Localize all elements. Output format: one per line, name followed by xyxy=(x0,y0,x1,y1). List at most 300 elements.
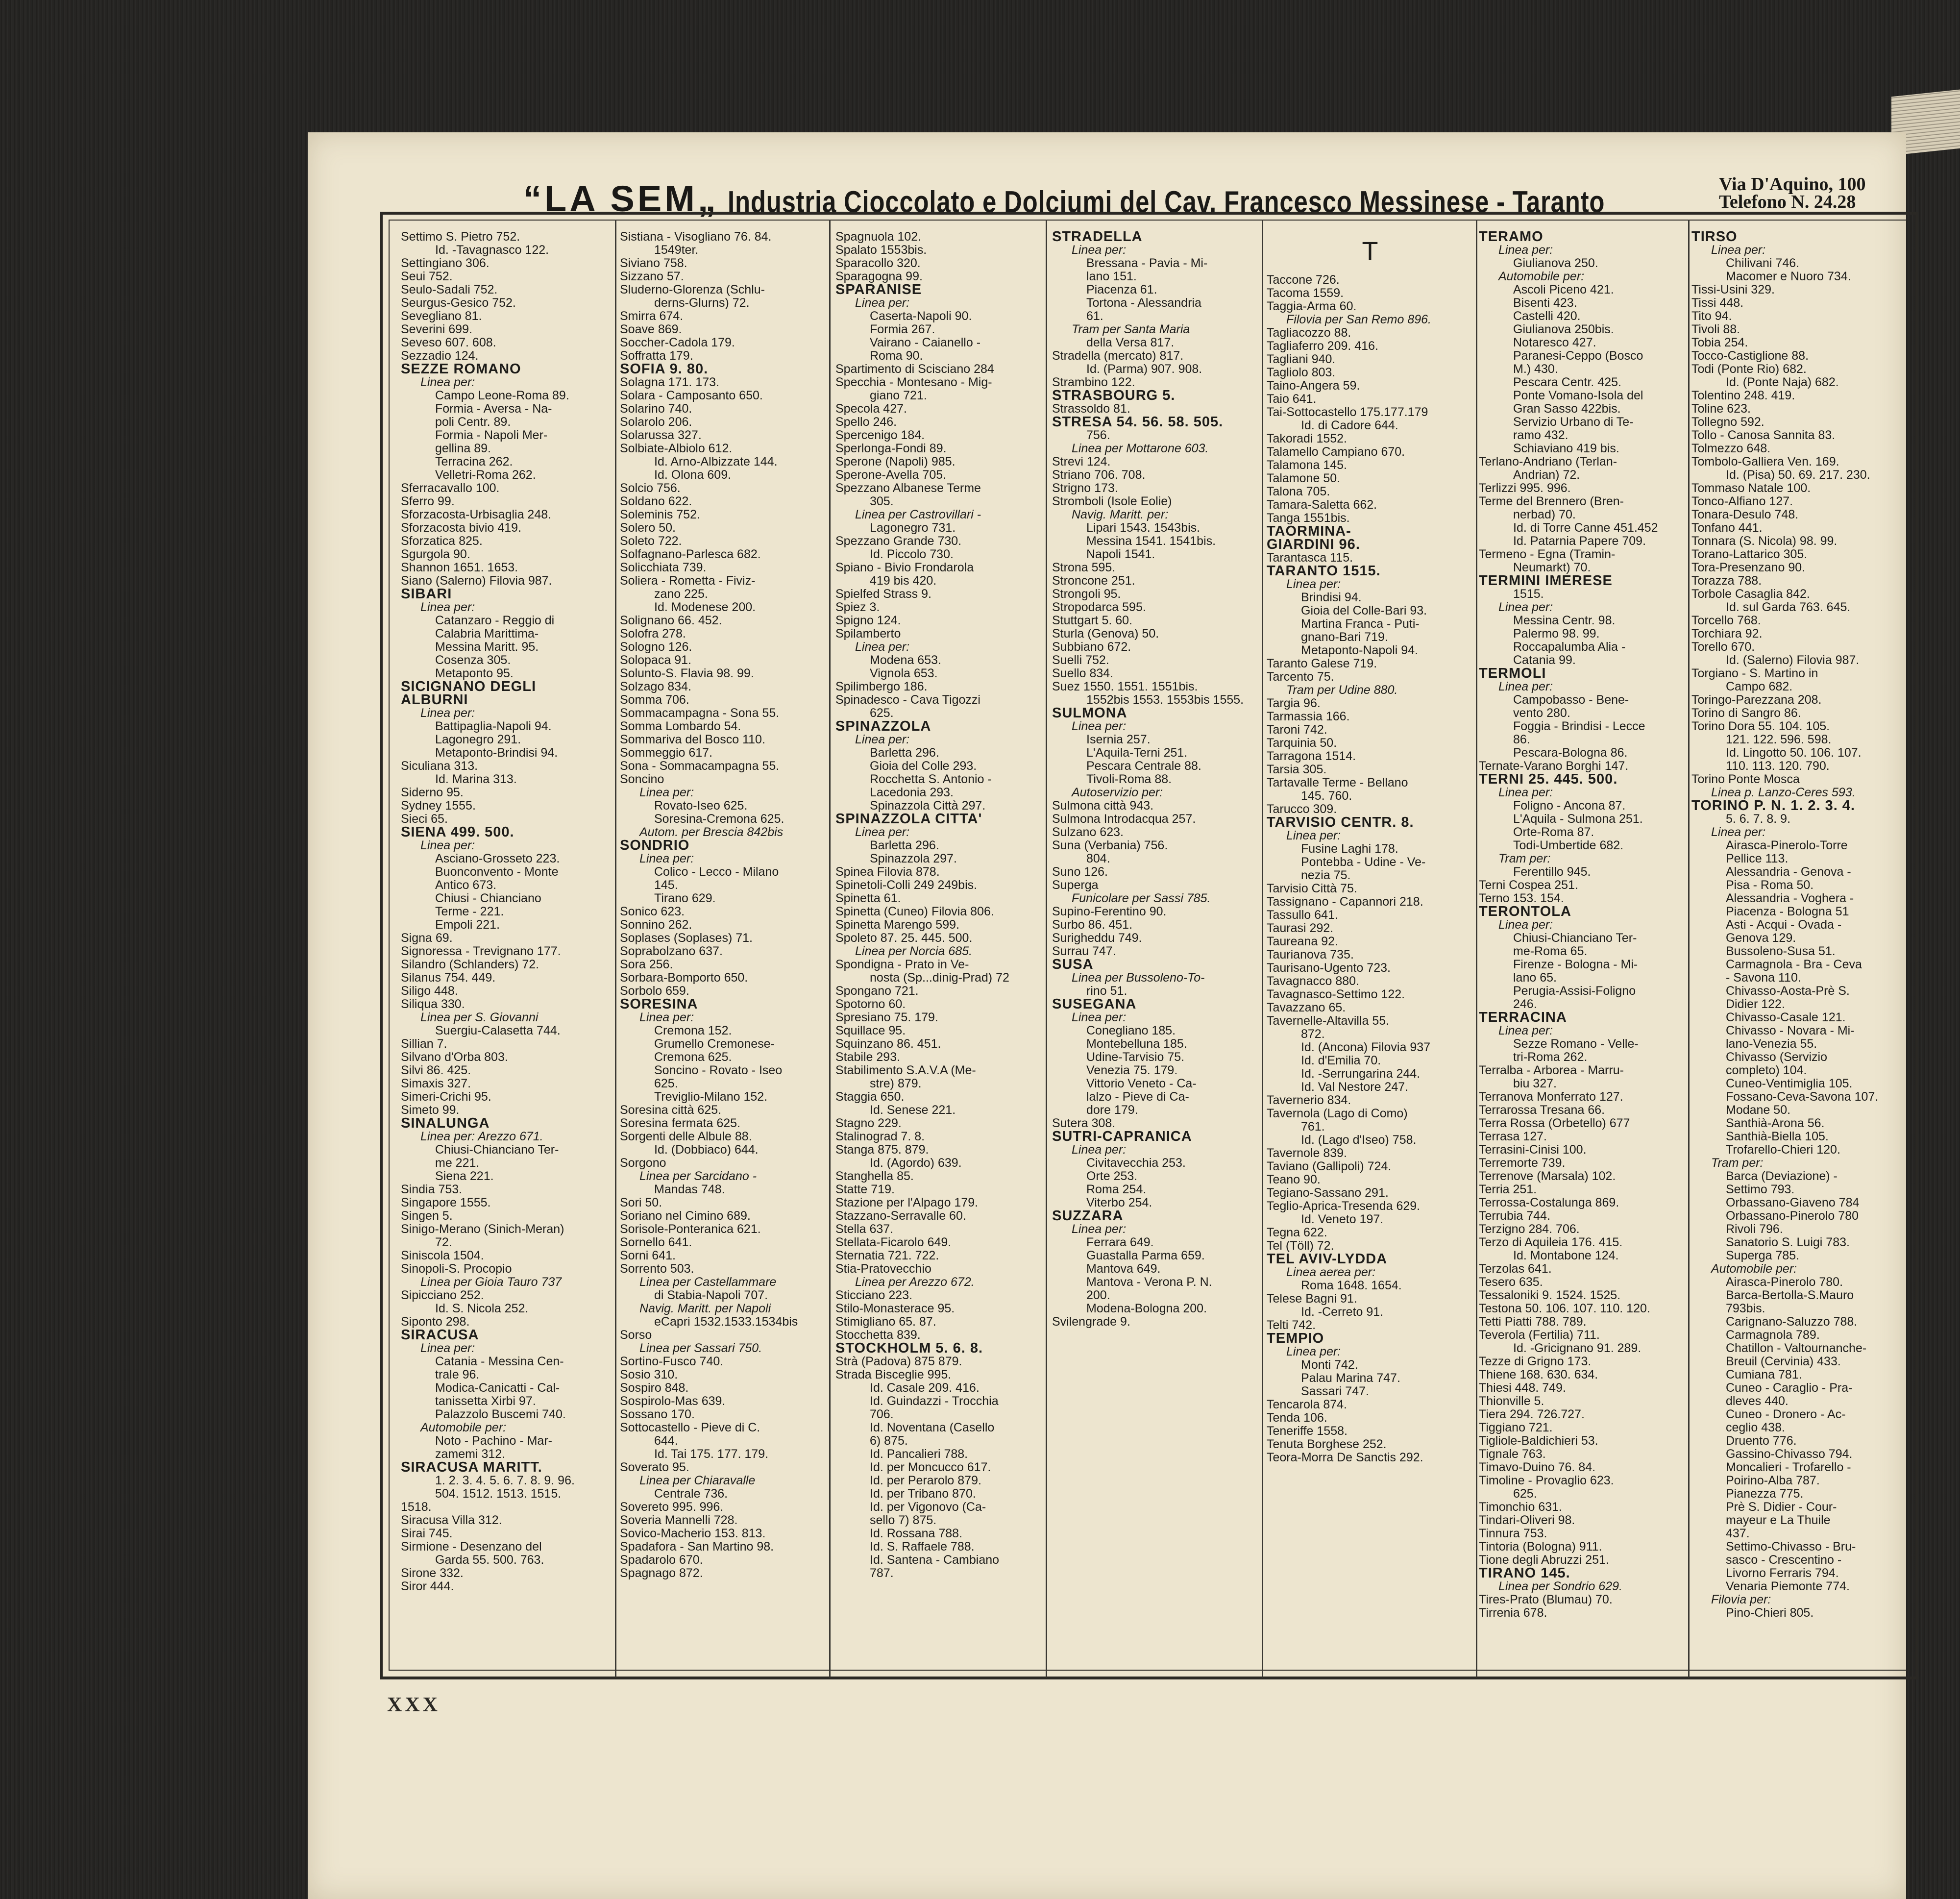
index-entry: Strambino 122. xyxy=(1052,375,1135,389)
index-entry: Sossano 170. xyxy=(620,1407,695,1421)
index-heading: SUZZARA xyxy=(1052,1208,1124,1224)
index-entry: Silvi 86. 425. xyxy=(401,1063,471,1077)
index-heading: SPINAZZOLA xyxy=(835,718,931,734)
index-entry: Id. Senese 221. xyxy=(870,1103,956,1117)
index-entry: Solarussa 327. xyxy=(620,428,702,442)
index-entry: Terranova Monferrato 127. xyxy=(1479,1090,1623,1104)
index-entry: Terlano-Andriano (Terlan- xyxy=(1479,455,1617,469)
index-entry: Solofra 278. xyxy=(620,627,686,641)
index-entry: Siracusa Villa 312. xyxy=(401,1513,502,1527)
index-entry: Tissi-Usini 329. xyxy=(1691,283,1775,296)
index-entry: Ternate-Varano Borghi 147. xyxy=(1479,759,1629,773)
index-entry: Torino di Sangro 86. xyxy=(1691,706,1801,720)
index-entry: Orbassano-Pinerolo 780 xyxy=(1726,1209,1859,1223)
index-entry: Id. per Vigonovo (Ca- xyxy=(870,1500,986,1514)
index-entry: Tenda 106. xyxy=(1267,1411,1327,1425)
index-entry: Id. Val Nestore 247. xyxy=(1301,1080,1409,1094)
index-entry: Id. Marina 313. xyxy=(435,772,517,786)
index-entry: Ascoli Piceno 421. xyxy=(1513,283,1614,296)
index-entry: Messina Maritt. 95. xyxy=(435,640,539,654)
index-entry: Navig. Maritt. per Napoli xyxy=(639,1302,771,1315)
index-entry: Linea per: xyxy=(420,839,475,852)
index-entry: Linea per: xyxy=(855,296,910,310)
index-heading: SIRACUSA MARITT. xyxy=(401,1459,542,1475)
index-entry: Spiano - Bivio Frondarola xyxy=(835,561,974,574)
index-entry: Strassoldo 81. xyxy=(1052,402,1130,416)
index-entry: Asti - Acqui - Ovada - xyxy=(1726,918,1842,932)
index-entry: Solignano 66. 452. xyxy=(620,614,722,627)
index-entry: Tezze di Grigno 173. xyxy=(1479,1355,1592,1368)
index-entry: Telese Bagni 91. xyxy=(1267,1292,1357,1306)
index-entry: Roma 90. xyxy=(870,349,923,363)
index-entry: Guastalla Parma 659. xyxy=(1086,1249,1205,1262)
index-entry: Pontebba - Udine - Ve- xyxy=(1301,855,1426,869)
index-heading: TERRACINA xyxy=(1479,1010,1567,1025)
index-entry: Pescara Centr. 425. xyxy=(1513,375,1621,389)
index-entry: Id. Lingotto 50. 106. 107. xyxy=(1726,746,1862,760)
page-number: XXX xyxy=(387,1694,441,1716)
index-entry: Soveria Mannelli 728. xyxy=(620,1513,738,1527)
index-entry: Subbiano 672. xyxy=(1052,640,1131,654)
index-entry: Stanga 875. 879. xyxy=(835,1143,929,1157)
index-entry: Targia 96. xyxy=(1267,696,1321,710)
index-entry: Linea per: xyxy=(1286,1345,1341,1358)
index-entry: Tollo - Canosa Sannita 83. xyxy=(1691,428,1836,442)
index-entry: Pianezza 775. xyxy=(1726,1487,1804,1501)
index-entry: Somma Lombardo 54. xyxy=(620,719,741,733)
index-entry: Linea per: Arezzo 671. xyxy=(420,1130,543,1143)
index-entry: Id. -Cerreto 91. xyxy=(1301,1305,1384,1319)
index-entry: Taurisano-Ugento 723. xyxy=(1267,961,1391,975)
index-entry: Filovia per: xyxy=(1711,1593,1771,1606)
index-entry: Terrenove (Marsala) 102. xyxy=(1479,1169,1616,1183)
index-entry: 756. xyxy=(1086,428,1110,442)
index-entry: Navig. Maritt. per: xyxy=(1072,508,1169,521)
index-entry: Pellice 113. xyxy=(1726,852,1788,865)
index-entry: Metaponto-Brindisi 94. xyxy=(435,746,558,760)
index-entry: Terrossa-Costalunga 869. xyxy=(1479,1196,1619,1209)
index-entry: Stagno 229. xyxy=(835,1116,902,1130)
index-entry: Soleto 722. xyxy=(620,534,682,548)
index-entry: 437. xyxy=(1726,1527,1750,1540)
index-entry: Sospiro 848. xyxy=(620,1381,689,1395)
index-entry: Caserta-Napoli 90. xyxy=(870,309,972,323)
index-entry: Linea per Bussoleno-To- xyxy=(1072,971,1205,985)
index-entry: Linea per: xyxy=(1711,825,1766,839)
index-entry: Sorni 641. xyxy=(620,1249,676,1262)
index-entry: Sornello 641. xyxy=(620,1235,692,1249)
index-entry: Automobile per: xyxy=(1498,270,1585,283)
index-entry: Funicolare per Sassi 785. xyxy=(1072,891,1211,905)
index-entry: Carmagnola 789. xyxy=(1726,1328,1820,1342)
index-entry: Tarragona 1514. xyxy=(1267,749,1356,763)
index-entry: 1552bis 1553. 1553bis 1555. xyxy=(1086,693,1244,707)
index-entry: Tavernerio 834. xyxy=(1267,1093,1351,1107)
index-entry: Id. Patarnia Papere 709. xyxy=(1513,534,1646,548)
index-entry: Tarvisio Città 75. xyxy=(1267,882,1357,895)
index-entry: Linea per Gioia Tauro 737 xyxy=(420,1275,562,1289)
index-entry: Carignano-Saluzzo 788. xyxy=(1726,1315,1858,1329)
index-entry: Todi-Umbertide 682. xyxy=(1513,839,1624,852)
index-entry: Id. Santena - Cambiano xyxy=(870,1553,1000,1567)
index-entry: Stellata-Ficarolo 649. xyxy=(835,1235,952,1249)
index-entry: Severini 699. xyxy=(401,322,472,336)
index-entry: Linea per Castrovillari - xyxy=(855,508,981,521)
index-entry: Palazzolo Buscemi 740. xyxy=(435,1407,566,1421)
index-entry: Campo 682. xyxy=(1726,680,1793,693)
index-entry: gellina 89. xyxy=(435,442,491,455)
index-entry: Linea per Arezzo 672. xyxy=(855,1275,975,1289)
index-entry: Id. Piccolo 730. xyxy=(870,547,954,561)
index-entry: Palermo 98. 99. xyxy=(1513,627,1600,641)
index-entry: di Stabia-Napoli 707. xyxy=(654,1288,768,1302)
index-entry: Catanzaro - Reggio di xyxy=(435,614,555,627)
index-entry: Spadarolo 670. xyxy=(620,1553,703,1567)
index-entry: Cremona 152. xyxy=(654,1024,732,1037)
index-entry: Ferentillo 945. xyxy=(1513,865,1591,879)
index-entry: Tegna 622. xyxy=(1267,1226,1327,1239)
index-entry: Spongano 721. xyxy=(835,984,919,998)
index-entry: Barletta 296. xyxy=(870,839,939,852)
index-entry: Tolmezzo 648. xyxy=(1691,442,1771,455)
index-entry: Cuneo - Dronero - Ac- xyxy=(1726,1407,1846,1421)
index-entry: 1515. xyxy=(1513,587,1544,601)
index-entry: dore 179. xyxy=(1086,1103,1138,1117)
index-entry: Id. -Gricignano 91. 289. xyxy=(1513,1341,1642,1355)
index-column-4 xyxy=(1052,230,1259,1664)
index-entry: Linea per: xyxy=(855,640,910,654)
index-entry: eCapri 1532.1533.1534bis xyxy=(654,1315,798,1329)
index-entry: Gran Sasso 422bis. xyxy=(1513,402,1621,416)
index-entry: Autom. per Brescia 842bis xyxy=(639,825,784,839)
index-heading: SIBARI xyxy=(401,586,452,602)
index-entry: Sturla (Genova) 50. xyxy=(1052,627,1159,641)
index-entry: Id. per Moncucco 617. xyxy=(870,1460,991,1474)
index-entry: Tarsia 305. xyxy=(1267,763,1327,776)
index-entry: Linea per: xyxy=(855,733,910,746)
index-entry: Id. Veneto 197. xyxy=(1301,1212,1384,1226)
index-entry: Martina Franca - Puti- xyxy=(1301,617,1420,631)
index-entry: Talamello Campiano 670. xyxy=(1267,445,1405,459)
index-entry: Linea per Sarcidano - xyxy=(639,1169,757,1183)
index-column-7 xyxy=(1691,230,1912,1664)
index-heading: TIRSO xyxy=(1691,230,1738,245)
index-heading: STRESA 54. 56. 58. 505. xyxy=(1052,414,1224,430)
index-entry: Squinzano 86. 451. xyxy=(835,1037,941,1051)
index-entry: Talona 705. xyxy=(1267,485,1330,498)
index-entry: Terrarossa Tresana 66. xyxy=(1479,1103,1605,1117)
index-entry: Taggia-Arma 60. xyxy=(1267,299,1357,313)
index-entry: Sezze Romano - Velle- xyxy=(1513,1037,1639,1051)
index-heading: GIARDINI 96. xyxy=(1267,537,1360,552)
index-entry: Mandas 748. xyxy=(654,1183,725,1196)
index-entry: Stroncone 251. xyxy=(1052,574,1135,588)
index-entry: Tassignano - Capannori 218. xyxy=(1267,895,1423,909)
index-entry: Torchiara 92. xyxy=(1691,627,1763,641)
index-heading: TERNI 25. 445. 500. xyxy=(1479,771,1618,787)
index-entry: Sticciano 223. xyxy=(835,1288,913,1302)
index-entry: Spinetta Marengo 599. xyxy=(835,918,959,932)
index-entry: Rocchetta S. Antonio - xyxy=(870,772,992,786)
index-entry: Linea per: xyxy=(1072,1011,1127,1024)
index-entry: Orte 253. xyxy=(1086,1169,1138,1183)
index-entry: Id. Pancalieri 788. xyxy=(870,1447,968,1461)
index-entry: Venaria Piemonte 774. xyxy=(1726,1579,1850,1593)
index-entry: Stilo-Monasterace 95. xyxy=(835,1302,955,1315)
index-entry: Suna (Verbania) 756. xyxy=(1052,839,1168,852)
index-entry: Tivoli 88. xyxy=(1691,322,1740,336)
index-entry: Gioia del Colle-Bari 93. xyxy=(1301,604,1427,617)
index-entry: Terno 153. 154. xyxy=(1479,891,1564,905)
index-entry: Linea per: xyxy=(1286,577,1341,591)
index-entry: Strevi 124. xyxy=(1052,455,1111,469)
index-entry: Linea per: xyxy=(1072,719,1127,733)
index-entry: Stradella (mercato) 817. xyxy=(1052,349,1184,363)
index-heading: SPARANISE xyxy=(835,282,922,297)
header-address-line2: Telefono N. 24.28 xyxy=(1719,192,1856,212)
index-entry: Tram per Santa Maria xyxy=(1072,322,1190,336)
index-entry: Sorgono xyxy=(620,1156,666,1170)
index-entry: Id. S. Raffaele 788. xyxy=(870,1540,975,1554)
index-entry: Specchia - Montesano - Mig- xyxy=(835,375,992,389)
index-entry: Tagliacozzo 88. xyxy=(1267,326,1351,340)
index-entry: Formia - Napoli Mer- xyxy=(435,428,548,442)
index-entry: Linea per: xyxy=(420,600,475,614)
index-entry: Messina 1541. 1541bis. xyxy=(1086,534,1216,548)
index-entry: 504. 1512. 1513. 1515. xyxy=(435,1487,562,1501)
index-entry: Strona 595. xyxy=(1052,561,1116,574)
index-entry: Surbo 86. 451. xyxy=(1052,918,1133,932)
index-entry: Tirano 629. xyxy=(654,891,716,905)
index-entry: Tigliole-Baldichieri 53. xyxy=(1479,1434,1598,1448)
index-entry: Messina Centr. 98. xyxy=(1513,614,1616,627)
index-entry: Sferro 99. xyxy=(401,494,455,508)
index-entry: 761. xyxy=(1301,1120,1325,1134)
index-entry: Poirino-Alba 787. xyxy=(1726,1474,1820,1487)
index-entry: Sternatia 721. 722. xyxy=(835,1249,939,1262)
index-entry: Sydney 1555. xyxy=(401,799,476,813)
index-entry: Settimo 793. xyxy=(1726,1183,1795,1196)
index-entry: Silandro (Schlanders) 72. xyxy=(401,958,539,971)
index-entry: Staggia 650. xyxy=(835,1090,905,1104)
index-entry: Tindari-Oliveri 98. xyxy=(1479,1513,1575,1527)
index-entry: Settimo S. Pietro 752. xyxy=(401,230,520,244)
index-entry: Spielfed Strass 9. xyxy=(835,587,931,601)
index-entry: Terzolas 641. xyxy=(1479,1262,1552,1276)
index-entry: Torino Dora 55. 104. 105. xyxy=(1691,719,1830,733)
index-entry: Tetti Piatti 788. 789. xyxy=(1479,1315,1587,1329)
index-column-3 xyxy=(835,230,1044,1664)
index-entry: Siniscola 1504. xyxy=(401,1249,484,1262)
index-entry: Soccher-Cadola 179. xyxy=(620,336,735,349)
index-entry: Sora 256. xyxy=(620,958,673,971)
index-entry: Foggia - Brindisi - Lecce xyxy=(1513,719,1645,733)
index-entry: Linea per Sondrio 629. xyxy=(1498,1579,1622,1593)
index-entry: Spoleto 87. 25. 445. 500. xyxy=(835,931,973,945)
index-entry: Vignola 653. xyxy=(870,666,938,680)
index-entry: Tivoli-Roma 88. xyxy=(1086,772,1172,786)
index-heading: TERAMO xyxy=(1479,230,1544,245)
index-entry: lalzo - Pieve di Ca- xyxy=(1086,1090,1189,1104)
index-entry: Linea per: xyxy=(1498,918,1553,932)
index-entry: Singapore 1555. xyxy=(401,1196,491,1209)
index-entry: Spotorno 60. xyxy=(835,997,906,1011)
index-entry: Sommariva del Bosco 110. xyxy=(620,733,765,746)
index-entry: Linea per Sassari 750. xyxy=(639,1341,762,1355)
index-entry: Linea per: xyxy=(1498,680,1553,693)
index-entry: Sona - Sommacampagna 55. xyxy=(620,759,780,773)
index-entry: Gassino-Chivasso 794. xyxy=(1726,1447,1853,1461)
index-entry: Teora-Morra De Sanctis 292. xyxy=(1267,1451,1423,1464)
index-entry: Sipicciano 252. xyxy=(401,1288,484,1302)
index-heading: STRADELLA xyxy=(1052,230,1143,245)
index-entry: Toringo-Parezzana 208. xyxy=(1691,693,1822,707)
index-entry: Taio 641. xyxy=(1267,392,1317,406)
index-entry: Prè S. Didier - Cour- xyxy=(1726,1500,1837,1514)
index-entry: Superga xyxy=(1052,878,1099,892)
index-entry: Sovereto 995. 996. xyxy=(620,1500,724,1514)
index-entry: Soriano nel Cimino 689. xyxy=(620,1209,751,1223)
index-entry: Seui 752. xyxy=(401,270,453,283)
index-entry: Campo Leone-Roma 89. xyxy=(435,389,569,402)
index-heading: SUTRI-CAPRANICA xyxy=(1052,1129,1192,1144)
index-entry: Piacenza - Bologna 51 xyxy=(1726,905,1849,918)
index-entry: Andrian) 72. xyxy=(1513,468,1580,482)
index-entry: Stabilimento S.A.V.A (Me- xyxy=(835,1063,976,1077)
index-entry: Moncalieri - Trofarello - xyxy=(1726,1460,1851,1474)
index-entry: Seurgus-Gesico 752. xyxy=(401,296,516,310)
index-entry: Linea per Norcia 685. xyxy=(855,944,973,958)
index-entry: Soresina-Cremona 625. xyxy=(654,812,784,826)
index-entry: Talamona 145. xyxy=(1267,458,1348,472)
index-entry: Spigno 124. xyxy=(835,614,901,627)
index-entry: trale 96. xyxy=(435,1368,480,1381)
index-entry: Tram per: xyxy=(1711,1156,1764,1170)
index-entry: 121. 122. 596. 598. xyxy=(1726,733,1832,746)
index-entry: stre) 879. xyxy=(870,1077,922,1090)
index-entry: lano 65. xyxy=(1513,971,1557,985)
index-entry: Surigheddu 749. xyxy=(1052,931,1142,945)
index-entry: Siena 221. xyxy=(435,1169,494,1183)
index-entry: giano 721. xyxy=(870,389,927,402)
index-entry: Cuneo-Ventimiglia 105. xyxy=(1726,1077,1853,1090)
index-entry: Montebelluna 185. xyxy=(1086,1037,1187,1051)
index-entry: Settingiano 306. xyxy=(401,256,490,270)
index-entry: Cuneo - Caraglio - Pra- xyxy=(1726,1381,1853,1395)
index-entry: Sizzano 57. xyxy=(620,270,684,283)
index-entry: Neumarkt) 70. xyxy=(1513,561,1591,574)
index-entry: Buonconvento - Monte xyxy=(435,865,559,879)
index-entry: Solunto-S. Flavia 98. 99. xyxy=(620,666,754,680)
index-entry: Tonara-Desulo 748. xyxy=(1691,508,1799,521)
index-entry: Toline 623. xyxy=(1691,402,1751,416)
index-entry: Tartavalle Terme - Bellano xyxy=(1267,776,1408,789)
index-entry: Signoressa - Trevignano 177. xyxy=(401,944,561,958)
index-entry: Brindisi 94. xyxy=(1301,591,1362,604)
index-entry: Linea per: xyxy=(639,1011,694,1024)
index-entry: Orte-Roma 87. xyxy=(1513,825,1594,839)
index-entry: Stazione per l'Alpago 179. xyxy=(835,1196,979,1209)
index-entry: Spercenigo 184. xyxy=(835,428,925,442)
index-entry: Barca (Deviazione) - xyxy=(1726,1169,1838,1183)
index-entry: Suez 1550. 1551. 1551bis. xyxy=(1052,680,1198,693)
index-entry: Sieci 65. xyxy=(401,812,448,826)
index-entry: Siliqua 330. xyxy=(401,997,465,1011)
index-entry: Sonico 623. xyxy=(620,905,685,918)
index-heading: SUSA xyxy=(1052,957,1094,972)
index-entry: ceglio 438. xyxy=(1726,1421,1785,1434)
index-entry: Timavo-Duino 76. 84. xyxy=(1479,1460,1596,1474)
index-entry: Linea per Castellammare xyxy=(639,1275,777,1289)
index-entry: Sortino-Fusco 740. xyxy=(620,1355,724,1368)
index-entry: Spondigna - Prato in Ve- xyxy=(835,958,969,971)
index-entry: Linea aerea per: xyxy=(1286,1265,1376,1279)
index-entry: Suno 126. xyxy=(1052,865,1108,879)
index-entry: Solarino 740. xyxy=(620,402,692,416)
header-address-line1: Via D'Aquino, 100 xyxy=(1719,174,1866,195)
index-entry: Tavagnacco 880. xyxy=(1267,974,1360,988)
index-entry: Tassullo 641. xyxy=(1267,908,1338,922)
index-entry: Sassari 747. xyxy=(1301,1384,1369,1398)
index-entry: Id. S. Nicola 252. xyxy=(435,1302,529,1315)
index-entry: Lagonegro 291. xyxy=(435,733,521,746)
index-column-5 xyxy=(1267,230,1473,1664)
index-entry: Gioia del Colle 293. xyxy=(870,759,977,773)
index-entry: Id. (Lago d'Iseo) 758. xyxy=(1301,1133,1417,1147)
index-entry: Calabria Marittima- xyxy=(435,627,539,641)
index-entry: Modena 653. xyxy=(870,653,941,667)
index-entry: 1549ter. xyxy=(654,243,699,257)
index-heading: SORESINA xyxy=(620,996,698,1012)
index-entry: Id. (Dobbiaco) 644. xyxy=(654,1143,759,1157)
index-entry: Smirra 674. xyxy=(620,309,684,323)
index-heading: TERONTOLA xyxy=(1479,904,1571,919)
index-entry: Svilengrade 9. xyxy=(1052,1315,1130,1329)
index-entry: Cumiana 781. xyxy=(1726,1368,1802,1381)
index-entry: Tai-Sottocastello 175.177.179 xyxy=(1267,405,1428,419)
index-entry: Spiez 3. xyxy=(835,600,880,614)
index-entry: Soverato 95. xyxy=(620,1460,689,1474)
index-entry: Id. Rossana 788. xyxy=(870,1527,963,1540)
index-entry: Formia 267. xyxy=(870,322,935,336)
index-entry: Catania - Messina Cen- xyxy=(435,1355,564,1368)
index-entry: Campobasso - Bene- xyxy=(1513,693,1629,707)
index-entry: Catania 99. xyxy=(1513,653,1576,667)
index-entry: Filovia per San Remo 896. xyxy=(1286,313,1431,326)
index-entry: Conegliano 185. xyxy=(1086,1024,1176,1037)
index-entry: Soplases (Soplases) 71. xyxy=(620,931,753,945)
column-rule xyxy=(1262,220,1263,1677)
index-entry: Terra Rossa (Orbetello) 677 xyxy=(1479,1116,1630,1130)
index-entry: Barca-Bertolla-S.Mauro xyxy=(1726,1288,1854,1302)
index-entry: Sologno 126. xyxy=(620,640,692,654)
index-entry: Sforzatica 825. xyxy=(401,534,483,548)
index-entry: Stocchetta 839. xyxy=(835,1328,921,1342)
index-entry: Torano-Lattarico 305. xyxy=(1691,547,1808,561)
index-entry: Linea per: xyxy=(1072,1143,1127,1157)
index-column-1 xyxy=(401,230,609,1664)
index-heading: SIRACUSA xyxy=(401,1327,479,1343)
index-entry: Sutera 308. xyxy=(1052,1116,1116,1130)
index-entry: - Savona 110. xyxy=(1726,971,1801,985)
index-entry: Noto - Pachino - Mar- xyxy=(435,1434,552,1448)
index-entry: Spinetta (Cuneo) Filovia 806. xyxy=(835,905,994,918)
index-entry: Linea per: xyxy=(1498,786,1553,799)
index-entry: Metaponto 95. xyxy=(435,666,514,680)
index-entry: Chiusi - Chianciano xyxy=(435,891,541,905)
index-entry: Colico - Lecco - Milano xyxy=(654,865,779,879)
index-entry: Cosenza 305. xyxy=(435,653,511,667)
